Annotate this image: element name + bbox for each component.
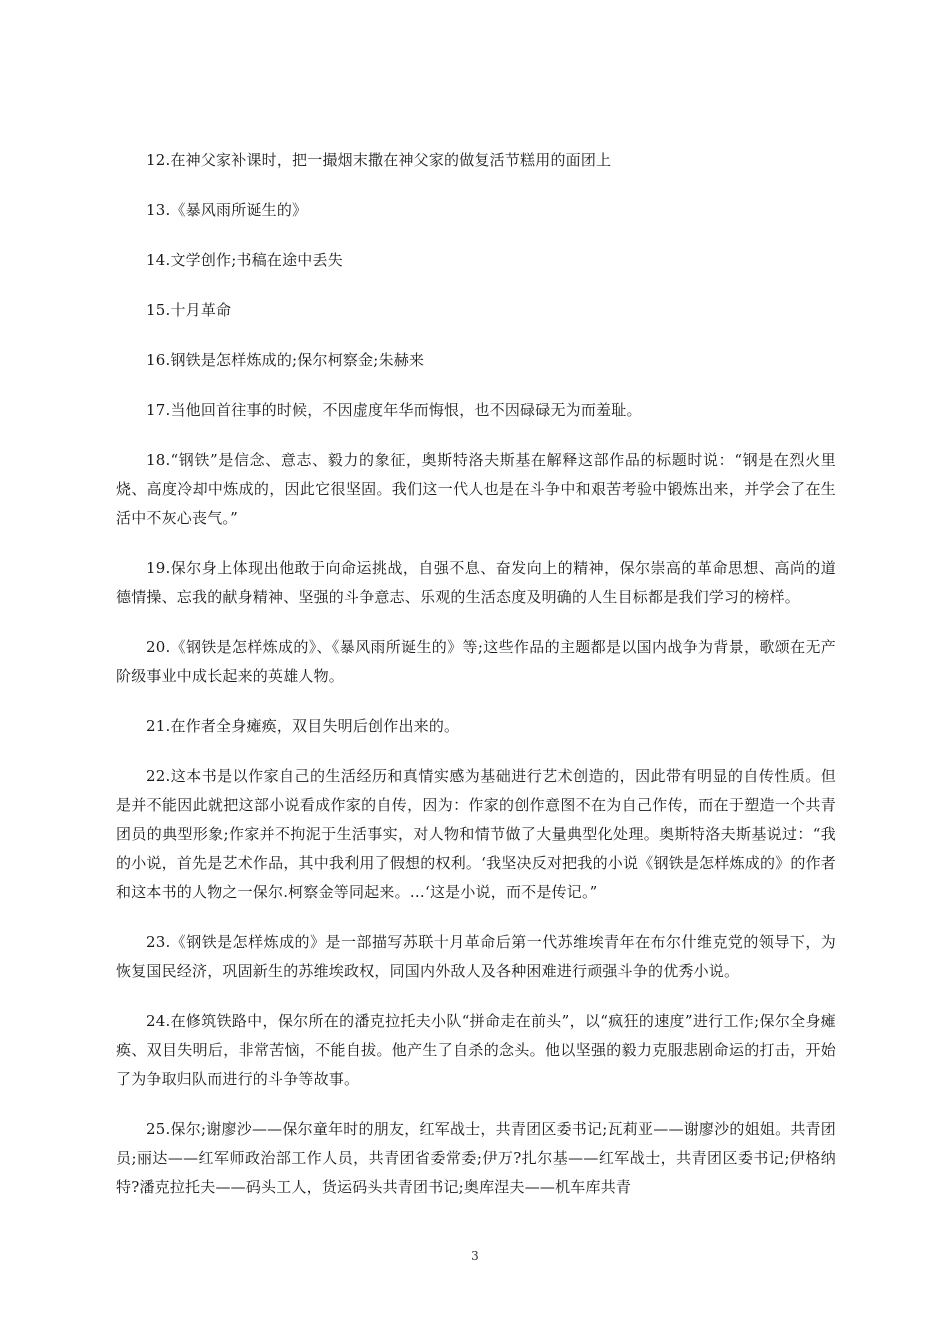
- answer-paragraph-13: 13.《暴风雨所诞生的》: [146, 201, 308, 219]
- answer-paragraph-25: 25.保尔;谢廖沙——保尔童年时的朋友，红军战士，共青团区委书记;瓦莉亚——谢廖沙的姐姐。共青团员;丽达——红军师政治部工作人员，共青团省委常委;伊万?扎尔基——红军战士，共青团区委书记;伊格纳特?潘克拉托夫——码头工人，货运码头共青团书记;奥库涅夫——机车库共青: [116, 1120, 836, 1196]
- answer-paragraph-22: 22.这本书是以作家自己的生活经历和真情实感为基础进行艺术创造的，因此带有明显的自传性质。但是并不能因此就把这部小说看成作家的自传，因为：作家的创作意图不在为自己作传，而在于塑造一个共青团员的典型形象;作家并不拘泥于生活事实，对人物和情节做了大量典型化处理。奥斯特洛夫斯基说过：“我的小说，首先是艺术作品，其中我利用了假想的权利。‘我坚决反对把我的小说《钢铁是怎样炼成的》的作者和这本书的人物之一保尔.柯察金等同起来。…‘这是小说，而不是传记。”: [116, 767, 836, 901]
- answer-paragraph-14: 14.文学创作;书稿在途中丢失: [146, 251, 343, 269]
- answer-paragraph-20: 20.《钢铁是怎样炼成的》、《暴风雨所诞生的》等;这些作品的主题都是以国内战争为背景，歌颂在无产阶级事业中成长起来的英雄人物。: [116, 638, 836, 685]
- answer-paragraph-24: 24.在修筑铁路中，保尔所在的潘克拉托夫小队“拼命走在前头”，以“疯狂的速度”进行工作;保尔全身瘫痪、双目失明后，非常苦恼，不能自拔。他产生了自杀的念头。他以坚强的毅力克服悲剧命运的打击，开始了为争取归队而进行的斗争等故事。: [116, 1012, 836, 1088]
- answer-paragraph-23: 23.《钢铁是怎样炼成的》是一部描写苏联十月革命后第一代苏维埃青年在布尔什维克党的领导下，为恢复国民经济，巩固新生的苏维埃政权，同国内外敌人及各种困难进行顽强斗争的优秀小说。: [116, 933, 836, 980]
- answer-paragraph-21: 21.在作者全身瘫痪，双目失明后创作出来的。: [146, 717, 460, 735]
- answer-paragraph-15: 15.十月革命: [146, 301, 232, 319]
- answer-paragraph-16: 16.钢铁是怎样炼成的;保尔柯察金;朱赫来: [146, 351, 425, 369]
- page-number: 3: [471, 1249, 479, 1263]
- answer-paragraph-19: 19.保尔身上体现出他敢于向命运挑战，自强不息、奋发向上的精神，保尔崇高的革命思想、高尚的道德情操、忘我的献身精神、坚强的斗争意志、乐观的生活态度及明确的人生目标都是我们学习的榜样。: [116, 559, 836, 606]
- answer-paragraph-18: 18.“钢铁”是信念、意志、毅力的象征，奥斯特洛夫斯基在解释这部作品的标题时说：“钢是在烈火里烧、高度冷却中炼成的，因此它很坚固。我们这一代人也是在斗争中和艰苦考验中锻炼出来，并学会了在生活中不灰心丧气。”: [116, 451, 836, 527]
- page-body: [116, 146, 836, 1223]
- answer-paragraph-12: 12.在神父家补课时，把一撮烟末撒在神父家的做复活节糕用的面团上: [146, 151, 612, 169]
- answer-paragraph-17: 17.当他回首往事的时候，不因虚度年华而悔恨，也不因碌碌无为而羞耻。: [146, 401, 642, 419]
